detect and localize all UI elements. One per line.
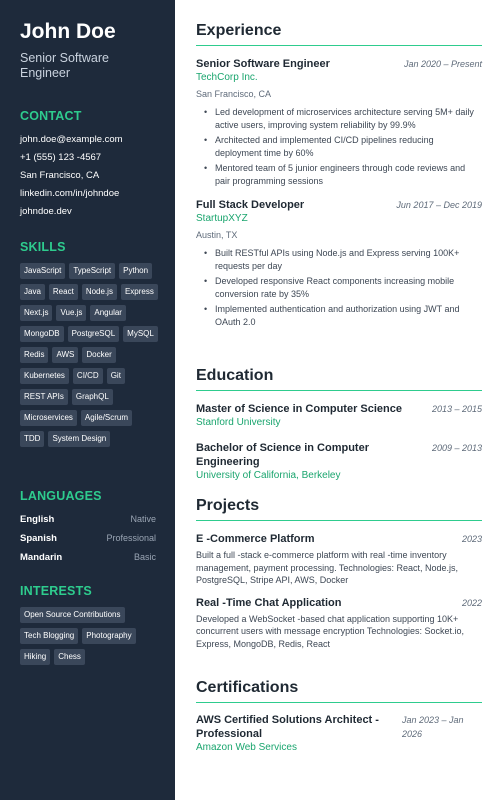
skill-tag: Angular <box>90 305 126 321</box>
interest-tag: Photography <box>82 628 135 644</box>
skill-tag: JavaScript <box>20 263 65 279</box>
education-school: Stanford University <box>196 417 281 428</box>
contact-heading: CONTACT <box>20 109 82 123</box>
job-bullets <box>196 106 482 187</box>
job-company: TechCorp Inc. <box>196 72 258 83</box>
job-bullets <box>196 247 482 328</box>
contact-section <box>20 109 123 221</box>
language-name: Mandarin <box>20 552 63 563</box>
interests-heading: INTERESTS <box>20 584 92 598</box>
skill-tag: REST APIs <box>20 389 68 405</box>
language-row <box>20 529 156 548</box>
language-row <box>20 548 156 567</box>
project-name: E -Commerce Platform <box>196 533 315 545</box>
job-location: Austin, TX <box>196 230 238 240</box>
skill-tag: CI/CD <box>73 368 103 384</box>
job-bullet: • Developed responsive React components increasing mobile conversion rate by 35% <box>196 275 482 300</box>
experience-heading: Experience <box>196 22 482 46</box>
job-bullet: • Led development of microservices architecture serving 5M+ daily active users, improving system reliability by 99.9% <box>196 106 482 131</box>
experience-section <box>196 22 482 331</box>
skill-tag: React <box>49 284 78 300</box>
skill-tag: AWS <box>52 347 78 363</box>
interests-tags <box>20 607 160 665</box>
education-degree: Bachelor of Science in Computer Engineering <box>196 442 369 468</box>
job-dates: Jun 2017 – Dec 2019 <box>396 200 482 210</box>
skill-tag: Express <box>121 284 158 300</box>
interest-tag: Hiking <box>20 649 50 665</box>
sidebar <box>0 0 175 800</box>
contact-email[interactable]: john.doe@example.com <box>20 134 123 145</box>
job-bullet: • Implemented authentication and authorization using JWT and OAuth 2.0 <box>196 303 482 328</box>
main-content <box>196 0 482 800</box>
project-entry <box>196 532 482 587</box>
job-bullet: • Architected and implemented CI/CD pipelines reducing deployment time by 60% <box>196 134 482 159</box>
certifications-section <box>196 679 482 755</box>
skills-section <box>20 240 160 447</box>
skill-tag: PostgreSQL <box>68 326 120 342</box>
skill-tag: Redis <box>20 347 48 363</box>
skill-tag: TypeScript <box>69 263 115 279</box>
interest-tag: Chess <box>54 649 85 665</box>
skill-tag: MySQL <box>123 326 158 342</box>
skill-tag: Microservices <box>20 410 77 426</box>
profile-title: Senior Software Engineer <box>20 51 109 80</box>
skill-tag: Kubernetes <box>20 368 69 384</box>
interest-tag: Open Source Contributions <box>20 607 125 623</box>
project-name: Real -Time Chat Application <box>196 596 342 609</box>
language-name: English <box>20 514 55 525</box>
education-heading: Education <box>196 367 482 391</box>
job-dates: Jan 2020 – Present <box>403 59 482 69</box>
project-entry <box>196 596 482 651</box>
profile-name: John Doe <box>20 20 116 43</box>
job-company: StartupXYZ <box>196 213 248 224</box>
job-entry <box>196 198 482 328</box>
contact-location: San Francisco, CA <box>20 170 100 181</box>
contact-website[interactable]: johndoe.dev <box>20 206 72 217</box>
education-section <box>196 367 482 483</box>
skill-tag: Docker <box>82 347 115 363</box>
skill-tag: Next.js <box>20 305 52 321</box>
certification-name: AWS Certified Solutions Architect - Professional <box>196 714 379 740</box>
skill-tag: Vue.js <box>56 305 86 321</box>
skill-tag: MongoDB <box>20 326 64 342</box>
education-entry <box>196 441 482 483</box>
certification-dates: Jan 2023 – Jan 2026 <box>402 715 464 739</box>
language-name: Spanish <box>20 533 57 544</box>
contact-linkedin[interactable]: linkedin.com/in/johndoe <box>20 188 120 199</box>
skill-tag: System Design <box>48 431 110 447</box>
education-entry <box>196 402 482 430</box>
certification-issuer: Amazon Web Services <box>196 742 297 753</box>
job-title: Full Stack Developer <box>196 199 305 211</box>
education-degree: Master of Science in Computer Science <box>196 403 403 415</box>
languages-heading: LANGUAGES <box>20 489 102 503</box>
language-level: Professional <box>106 533 156 543</box>
job-entry <box>196 57 482 187</box>
languages-section <box>20 489 156 567</box>
language-row <box>20 510 156 529</box>
projects-heading: Projects <box>196 497 482 521</box>
project-year: 2023 <box>461 534 482 544</box>
job-bullet: • Built RESTful APIs using Node.js and Express serving 100K+ requests per day <box>196 247 482 272</box>
contact-phone[interactable]: +1 (555) 123 -4567 <box>20 152 102 163</box>
job-location: San Francisco, CA <box>196 89 272 99</box>
language-level: Native <box>130 514 156 524</box>
certification-entry <box>196 713 482 755</box>
skills-heading: SKILLS <box>20 240 66 254</box>
project-year: 2022 <box>461 597 482 608</box>
skill-tag: Node.js <box>82 284 117 300</box>
skills-tags <box>20 263 160 447</box>
language-level: Basic <box>133 552 156 562</box>
interest-tag: Tech Blogging <box>20 628 78 644</box>
education-dates: 2013 – 2015 <box>431 404 482 414</box>
project-description: Built a full -stack e-commerce platform with real -time inventory management, payment processing. Technologies: React, Node.js, PostgreSQL, Stripe API, AWS, Docker <box>196 550 458 585</box>
education-dates: 2009 – 2013 <box>431 443 482 453</box>
certifications-heading: Certifications <box>196 679 482 703</box>
skill-tag: TDD <box>20 431 44 447</box>
skill-tag: Agile/Scrum <box>81 410 132 426</box>
education-school: University of California, Berkeley <box>196 470 341 481</box>
skill-tag: Java <box>20 284 45 300</box>
job-title: Senior Software Engineer <box>196 58 330 70</box>
projects-section <box>196 497 482 650</box>
skill-tag: Git <box>107 368 125 384</box>
project-description: Developed a WebSocket -based chat application supporting 10K+ concurrent users with message encryption Technologies: Socket.io, Express, MongoDB, Redis, React <box>196 613 464 649</box>
skill-tag: GraphQL <box>72 389 113 405</box>
job-bullet: • Mentored team of 5 junior engineers through code reviews and pair programming sessions <box>196 162 482 187</box>
interests-section <box>20 584 160 665</box>
skill-tag: Python <box>119 263 152 279</box>
